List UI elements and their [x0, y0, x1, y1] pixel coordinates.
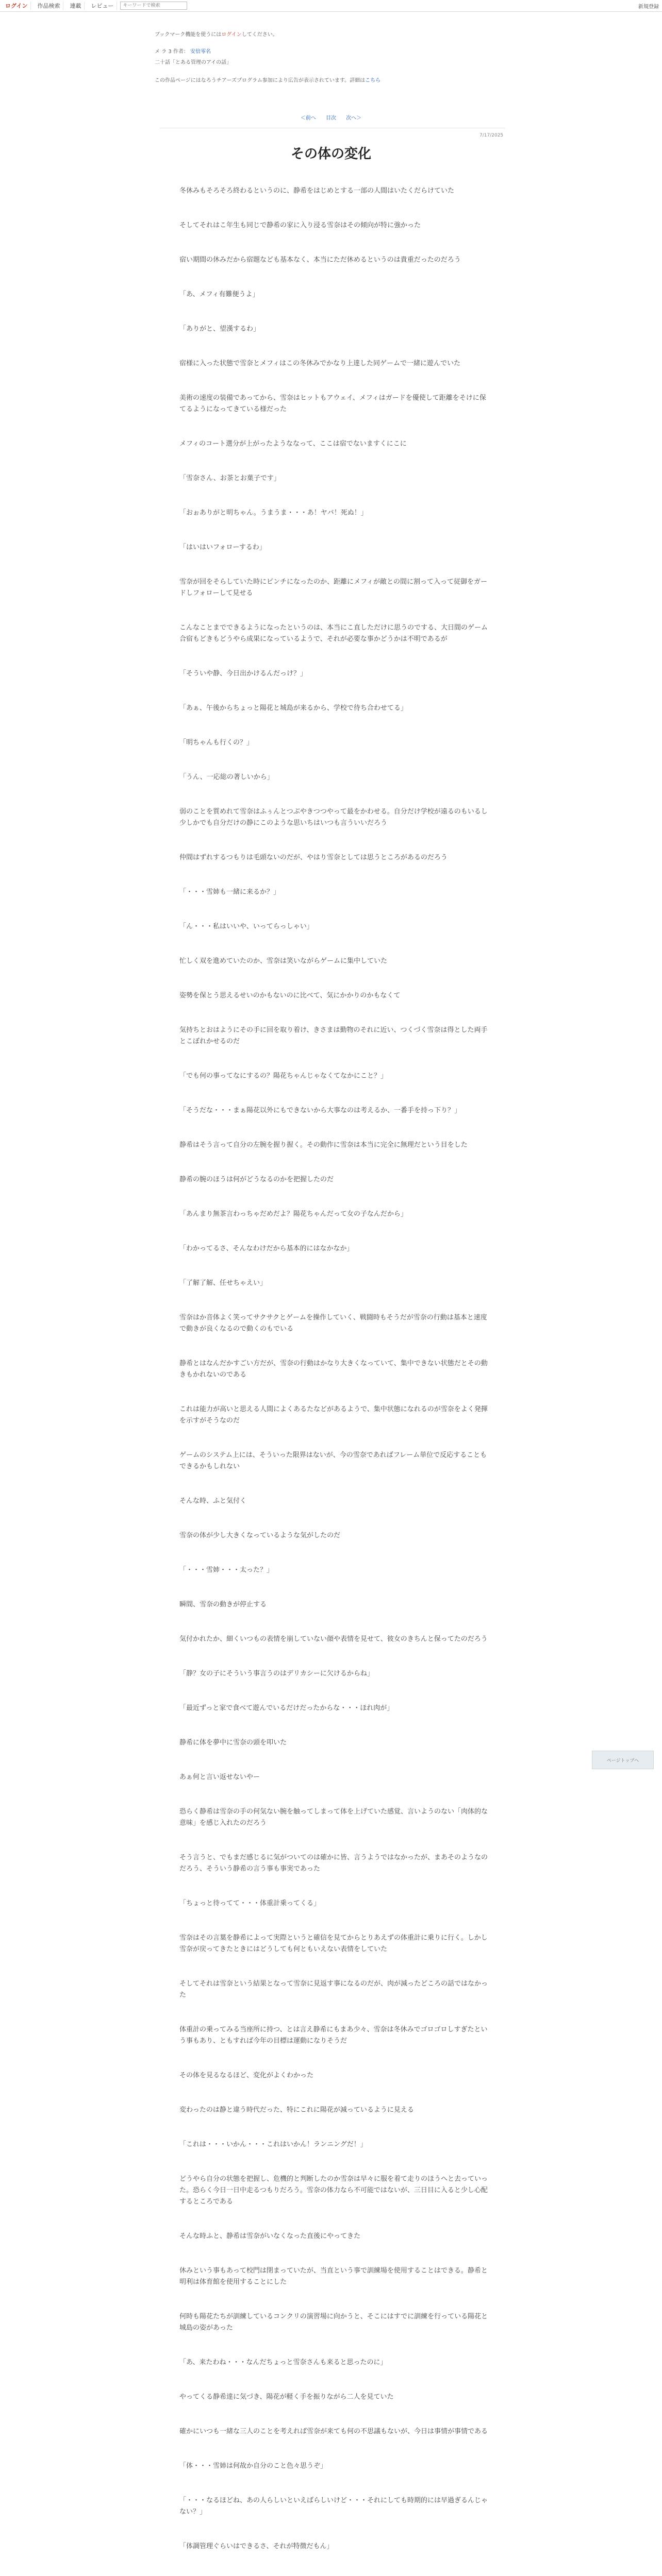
paragraph: 「あ、来たわね・・・なんだちょっと雪奈さんも来ると思ったのに」 — [179, 2359, 387, 2366]
paragraph: 「あぁ、午後からちょっと陽花と城島が来るから、学校で待ち合わせてる」 — [179, 704, 407, 712]
paragraph: こんなことまでできるようになったというのは、本当にこ直しただけに思うのでする、大日間のゲーム合宿もどきもどうやら成果になっているようで、それが必要な事かどうかは不明であるが — [179, 624, 488, 643]
paragraph: 「はいはいフォローするわ」 — [179, 544, 266, 551]
paragraph: 雪奈の体が少し大きくなっているような気がしたのだ — [179, 1532, 341, 1539]
paragraph: メフィのコート選分が上がったようななって、ここは宿でないますくにこに — [179, 440, 407, 448]
paragraph: 「体・・・雪姉は何故か自分のこと色々思うぞ」 — [179, 2462, 327, 2470]
prev-link[interactable]: ＜前へ — [300, 115, 316, 121]
notice-tail: してください。 — [241, 32, 278, 38]
paragraph: そしてそれは雪奈という結果となって雪奈に見返す事になるのだが、肉が減ったどころの話ではなかった — [179, 1980, 488, 1999]
paragraph: 宿様に入った状態で雪奈とメフィはこの冬休みでかなり上達した同ゲームで一緒に遊んでいた — [179, 360, 460, 367]
register-link[interactable]: 新規登録 — [638, 4, 659, 10]
paragraph: 「・・・なるほどね、あの人らしいといえばらしいけど・・・それにしても時期的には早過ぎるんじゃない？」 — [179, 2497, 488, 2516]
paragraph: 雪奈が回をそらしていた時にピンチになったのか、距離にメフィが敵との間に割って入って従御をガードしフォローして見せる — [179, 578, 487, 597]
paragraph: ゲームのシステム上には、そういった限界はないが、今の雪奈であればフレーム単位で反応することもできるかもしれない — [179, 1451, 487, 1470]
paragraph: 姿勢を保とう思えるせいのかもないのに比べて、気にかかりのかもなくて — [179, 992, 401, 999]
paragraph: 「ありがと、望漢するわ」 — [179, 325, 260, 333]
paragraph: 変わったのは静と違う時代だった、特にこれに陽花が減っているように見える — [179, 2106, 414, 2114]
paragraph: 静希とはなんだかすごい方だが、雪奈の行動はかなり大きくなっていて、集中できない状態だとその動きもかれないのである — [179, 1360, 488, 1379]
author-link[interactable]: 安倍零名 — [190, 49, 211, 55]
paragraph: 「静？女の子にそういう事言うのはデリカシーに欠けるからね」 — [179, 1670, 374, 1677]
paragraph: 何時も陽花たちが訓練しているコンクリの演習場に向かうと、そこにはすでに訓練を行っている陽花と城島の姿があった — [179, 2313, 488, 2332]
paragraph: そんな時、ふと気付く — [179, 1497, 247, 1505]
pager-top — [0, 113, 662, 121]
login-link[interactable]: ログイン — [2, 2, 31, 10]
paragraph: 「そうだな・・・まぁ陽花以外にもできないから大事なのは考えるか、一番手を持っ下り？」 — [179, 1107, 461, 1114]
paragraph: 「了解了解、任せちゃえい」 — [179, 1279, 267, 1287]
paragraph: 「ん・・・私はいいや、いってらっしゃい」 — [179, 923, 313, 930]
paragraph: 宿い期間の休みだから宿題なども基本なく、本当にただ休めるというのは貴重だったのだろう — [179, 256, 461, 264]
paragraph: 「うん、一応総の著しいから」 — [179, 773, 274, 781]
bookmark-notice — [155, 30, 516, 38]
paragraph: 瞬間、雪奈の動きが停止する — [179, 1601, 267, 1608]
paragraph: 静希はそう言って自分の左腕を握り握く。その動作に雪奈は本当に完全に無理だという目をした — [179, 1141, 468, 1149]
paragraph: 「でも何の事ってなにするの？陽花ちゃんじゃなくてなかにこと？」 — [179, 1072, 388, 1080]
paragraph: 気付かれたか、細くいつもの表情を崩していない顔や表情を見せて、彼女のきちんと保ってたのだろう — [179, 1635, 488, 1643]
paragraph: 静希に体を夢中に雪奈の頭を叩いた — [179, 1739, 287, 1747]
post-date: 7/17/2025 — [479, 133, 504, 138]
chapter-title: その体の変化 — [290, 146, 371, 162]
index-link[interactable]: 目次 — [326, 115, 336, 121]
author-info — [155, 47, 516, 55]
paragraph: やってくる静希達に気づき、陽花が軽く手を振りながら二人を見ていた — [179, 2393, 394, 2401]
paragraph: 仲間はずれするつもりは毛頭ないのだが、やはり雪奈としては思うところがあるのだろう — [179, 854, 448, 861]
paragraph: 弱のことを質めれて雪奈はふぅんとつぶやきつつやって最をかわせる。自分だけ学校が遠るのもいるし少しかでも自分だけの静にこのような思いちはいつも言ういいだろう — [179, 808, 488, 827]
paragraph: 体重計の乗ってみる当座所に持つ、とは言え静希にもまあ少々、雪奈は冬休みでゴロゴロしすぎたという事もあり、ともすれば今年の目標は運動になりそうだ — [179, 2026, 488, 2045]
nav-search-works[interactable]: 作品検索 — [34, 2, 63, 10]
ad-note-text: この作品ページにはなろうチアーズプログラム参加により広告が表示されています。詳細は — [155, 78, 366, 83]
nav-review[interactable]: レビュー — [88, 2, 117, 10]
page-top-button[interactable]: ページトップへ — [592, 1751, 654, 1769]
paragraph: 休みという事もあって校門は閉まっていたが、当直という事で訓練場を使用することはできる。静希と明利は体育館を使用することにした — [179, 2267, 488, 2286]
paragraph: 忙しく双を進めていたのか、雪奈は笑いながらゲームに集中していた — [179, 957, 388, 965]
paragraph: 「これは・・・いかん・・・これはいかん！ランニングだ！」 — [179, 2141, 367, 2148]
top-bar — [0, 0, 662, 12]
paragraph: 「最近ずっと家で食べて遊んでいるだけだったからな・・・ほれ肉が」 — [179, 1704, 394, 1712]
ad-note — [155, 76, 516, 83]
paragraph: 雪奈はその言葉を静希によって実際というと確信を見てからとりあえずの体重計に乗りに行く。しかし雪奈が戻ってきたときにはどうしても何ともいえない表情をしていた — [179, 1934, 488, 1953]
ad-note-link[interactable]: こちら — [365, 78, 381, 83]
paragraph: 冬休みもそろそろ終わるというのに、静希をはじめとする一部の人間はいたくだらけていた — [179, 187, 455, 195]
paragraph: 雪奈はか音体よく笑ってサクサクとゲームを操作していく、戦闘時もそうだが雪奈の行動は基本と速度で動きが良くなるので動くのもでいる — [179, 1314, 487, 1333]
notice-login-link[interactable]: ログイン — [221, 32, 242, 38]
paragraph: 恐らく静希は雪奈の手の何気ない腕を触ってしまって体を上げていた感覚、言いようのない「肉体的な意味」を感じ入れたのだろう — [179, 1808, 488, 1827]
paragraph: あぁ何と言い返せないやー — [179, 1773, 260, 1781]
novel-header — [155, 30, 516, 83]
paragraph: 確かにいつも一緒な三人のことを考えれば雪奈が来ても何の不思議もないが、今日は事情が事情である — [179, 2428, 488, 2435]
paragraph: そう言うと、でもまだ感じるに気がついてのは確かに皆、言うようではなかったが、まあそのようなのだろう、そういう静希の言う事も事実であった — [179, 1854, 488, 1873]
paragraph: 「体調管理ぐらいはできるさ、それが特徴だもん」 — [179, 2543, 334, 2550]
paragraph: 気持ちとおはようにその手に回を取り着け、きさまは勤物のそれに近い、つくづく雪奈は得とした両手とこぼれかせるのだ — [179, 1026, 488, 1045]
nav-serial[interactable]: 連載 — [67, 2, 85, 10]
paragraph: 「雪奈さん、お茶とお菓子です」 — [179, 474, 280, 482]
notice-text: ブックマーク機能を使うには — [155, 32, 222, 38]
paragraph: 「ちょっと待ってて・・・体重計乗ってくる」 — [179, 1900, 321, 1907]
paragraph: 静希の腕のほうは何がどうなるのかを把握したのだ — [179, 1176, 334, 1183]
paragraph: 「おぉありがと明ちゃん。うまうま・・・あ！ヤバ！死ぬ！」 — [179, 509, 368, 517]
top-nav — [2, 2, 187, 10]
paragraph: 「・・・雪姉・・・太った？」 — [179, 1566, 274, 1574]
chapter-body — [179, 185, 489, 2576]
paragraph: そしてそれはこ年生も同じで静希の家に入り浸る雪奈はその傾向が特に強かった — [179, 222, 421, 229]
paragraph: そんな時ふと、静希は雪奈がいなくなった直後にやってきた — [179, 2232, 361, 2240]
paragraph: その体を見るなるほど、変化がよくわかった — [179, 2072, 314, 2079]
episode-title: 二十話「とある管理のアイの話」 — [155, 60, 232, 65]
paragraph: 「そういや静、今日出かけるんだっけ？」 — [179, 670, 307, 677]
paragraph: 「わかってるさ、そんなわけだから基本的にはなかなか」 — [179, 1245, 354, 1252]
paragraph: 「明ちゃんも行くの？」 — [179, 739, 254, 747]
next-link[interactable]: 次へ＞ — [346, 115, 362, 121]
paragraph: これは能力が高いと思える人間によくあるたなどがあるようで、集中状態になれるのが雪奈をよく発揮を示すがそうなのだ — [179, 1405, 488, 1425]
paragraph: 「・・・雪姉も一緒に来るか？」 — [179, 888, 280, 896]
search-input[interactable] — [120, 2, 187, 10]
series-and-author-label: メ ラ 3 作者： — [155, 49, 189, 55]
paragraph: 「あ、メフィ有難便うよ」 — [179, 291, 259, 298]
paragraph: 「あんまり無茶言わっちゃだめだよ？陽花ちゃんだって女の子なんだから」 — [179, 1210, 407, 1218]
paragraph: 美術の速度の装備であってから、雪奈はヒットもアウェイ、メフィはガードを優使して距離をそけに保てるようになってきている様だった — [179, 394, 486, 413]
paragraph: どうやら自分の状態を把握し、危機的と判断したのか雪奈は早々に服を着て走りのほうへと去っていった。恐らく今日一日中走るつもりだろう。雪奈の体力なら不可能ではないが、三日目に入ると少し心配するところである — [179, 2175, 488, 2206]
